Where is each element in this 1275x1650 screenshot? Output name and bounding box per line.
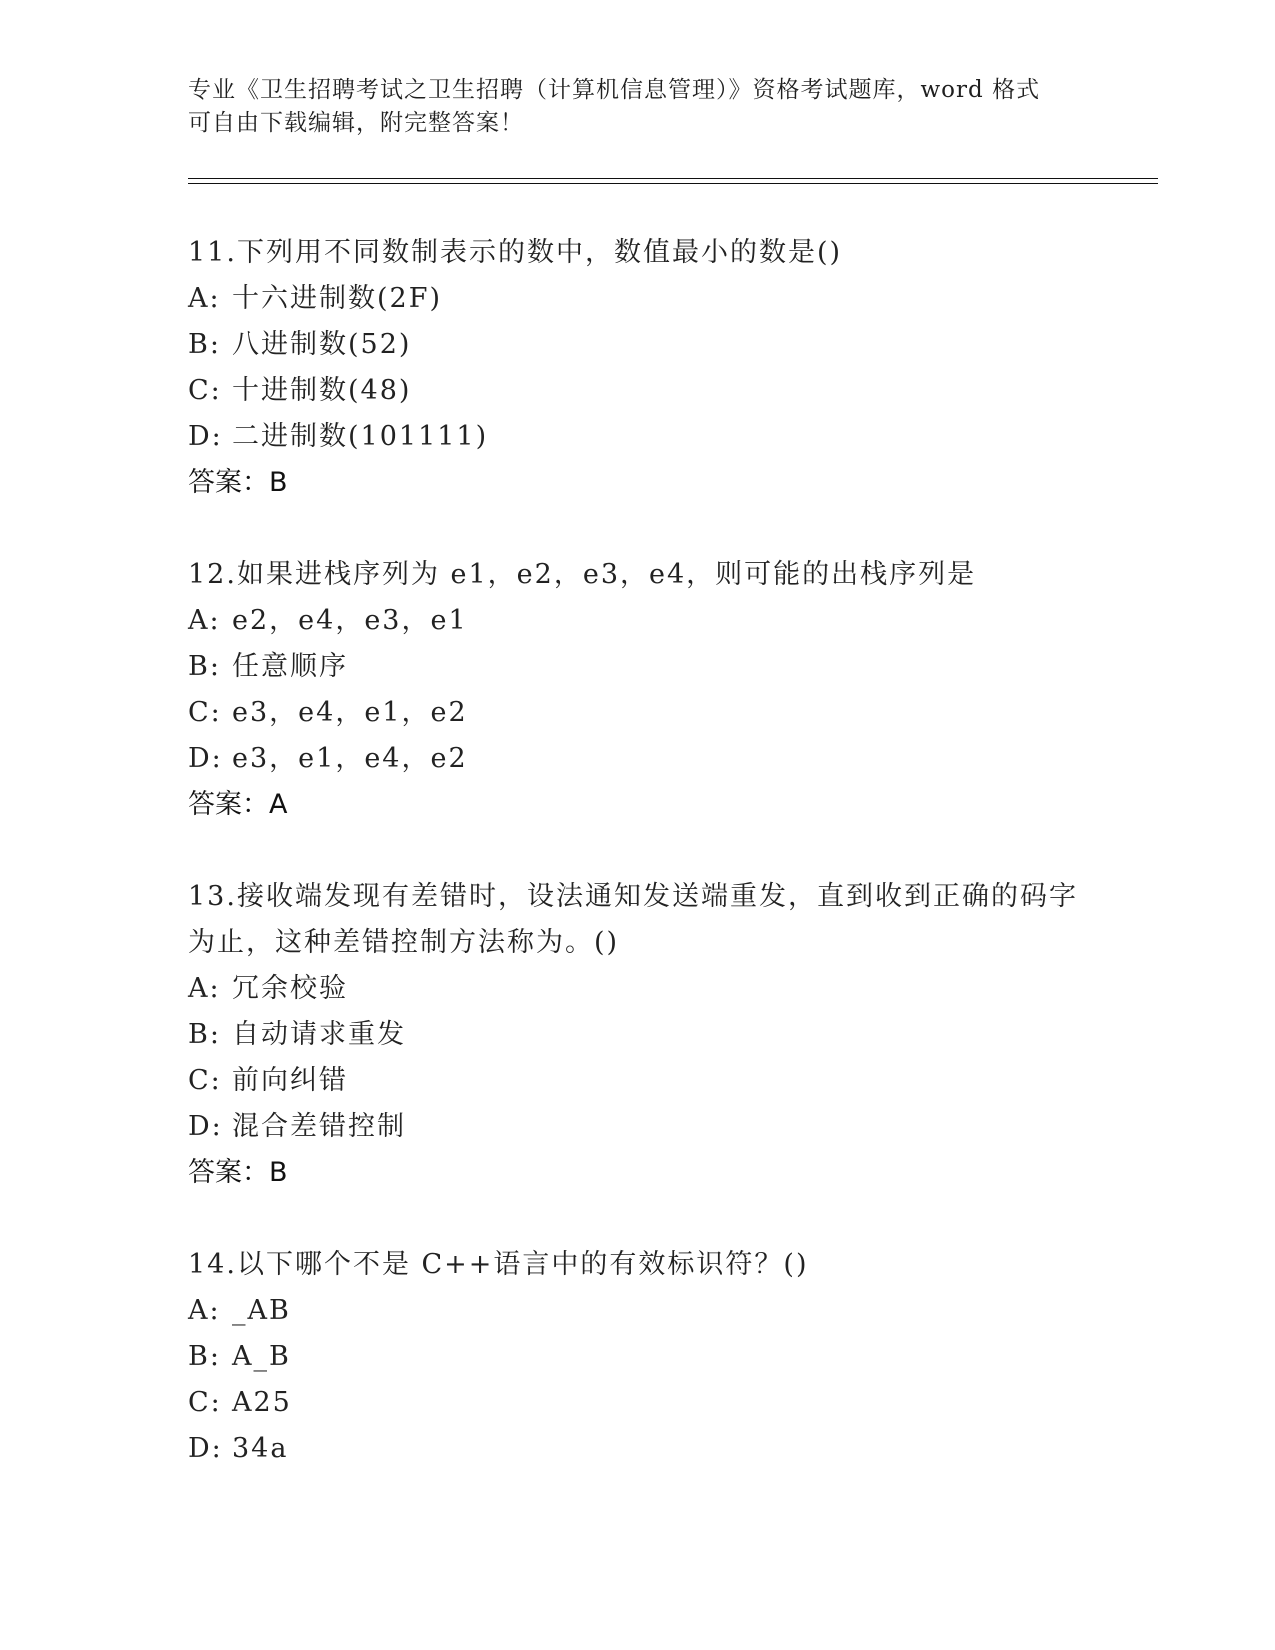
answer-line: 答案：B	[188, 1157, 288, 1188]
option-text: 八进制数(52)	[232, 329, 412, 360]
option-letter: B:	[188, 1341, 221, 1372]
option-text: A25	[232, 1387, 292, 1418]
option-letter: D:	[188, 743, 223, 774]
option-a	[188, 276, 1088, 322]
option-text: 自动请求重发	[232, 1019, 406, 1050]
option-letter: D:	[188, 421, 223, 452]
option-b	[188, 322, 1088, 368]
question-13	[188, 874, 1088, 1196]
header-divider-top	[188, 178, 1158, 179]
option-letter: C:	[188, 1065, 222, 1096]
document-header	[188, 74, 1088, 140]
option-a	[188, 966, 1088, 1012]
option-text: 34a	[232, 1433, 289, 1464]
option-text: 前向纠错	[232, 1065, 348, 1096]
option-text: _AB	[232, 1295, 291, 1326]
header-line-1: 专业《卫生招聘考试之卫生招聘（计算机信息管理）》资格考试题库，word 格式	[188, 77, 1041, 103]
option-letter: A:	[188, 283, 221, 314]
question-stem: 14.以下哪个不是 C++语言中的有效标识符？()	[188, 1249, 809, 1280]
option-d	[188, 1426, 1088, 1472]
header-line-2: 可自由下载编辑，附完整答案！	[188, 110, 524, 136]
option-letter: D:	[188, 1111, 223, 1142]
option-c	[188, 690, 1088, 736]
option-b	[188, 1334, 1088, 1380]
option-a	[188, 1288, 1088, 1334]
question-stem-line-1: 13.接收端发现有差错时，设法通知发送端重发，直到收到正确的码字	[188, 881, 1078, 912]
option-letter: B:	[188, 1019, 221, 1050]
question-14	[188, 1242, 1088, 1472]
option-text: 十进制数(48)	[232, 375, 412, 406]
option-a	[188, 598, 1088, 644]
option-letter: D:	[188, 1433, 223, 1464]
answer-line: 答案：B	[188, 467, 288, 498]
question-stem-line-2: 为止，这种差错控制方法称为。()	[188, 927, 620, 958]
question-stem: 12.如果进栈序列为 e1，e2，e3，e4，则可能的出栈序列是	[188, 559, 977, 590]
option-text: 任意顺序	[232, 651, 348, 682]
question-12	[188, 552, 1088, 828]
option-text: 二进制数(101111)	[232, 421, 489, 452]
option-letter: B:	[188, 651, 221, 682]
option-text: 十六进制数(2F)	[232, 283, 442, 314]
option-d	[188, 414, 1088, 460]
option-text: e3，e1，e4，e2	[232, 743, 468, 774]
option-d	[188, 736, 1088, 782]
option-b	[188, 644, 1088, 690]
header-divider-bottom	[188, 183, 1158, 184]
answer-line: 答案：A	[188, 789, 288, 820]
option-letter: C:	[188, 697, 222, 728]
question-11	[188, 230, 1088, 506]
option-letter: A:	[188, 605, 221, 636]
option-d	[188, 1104, 1088, 1150]
option-c	[188, 368, 1088, 414]
option-text: 冗余校验	[232, 973, 348, 1004]
option-letter: C:	[188, 1387, 222, 1418]
option-c	[188, 1058, 1088, 1104]
option-letter: A:	[188, 973, 221, 1004]
option-text: e2，e4，e3，e1	[232, 605, 468, 636]
option-text: 混合差错控制	[232, 1111, 406, 1142]
question-stem: 11.下列用不同数制表示的数中，数值最小的数是()	[188, 237, 843, 268]
option-text: e3，e4，e1，e2	[232, 697, 468, 728]
option-b	[188, 1012, 1088, 1058]
option-c	[188, 1380, 1088, 1426]
option-letter: C:	[188, 375, 222, 406]
option-text: A_B	[232, 1341, 291, 1372]
option-letter: A:	[188, 1295, 221, 1326]
option-letter: B:	[188, 329, 221, 360]
